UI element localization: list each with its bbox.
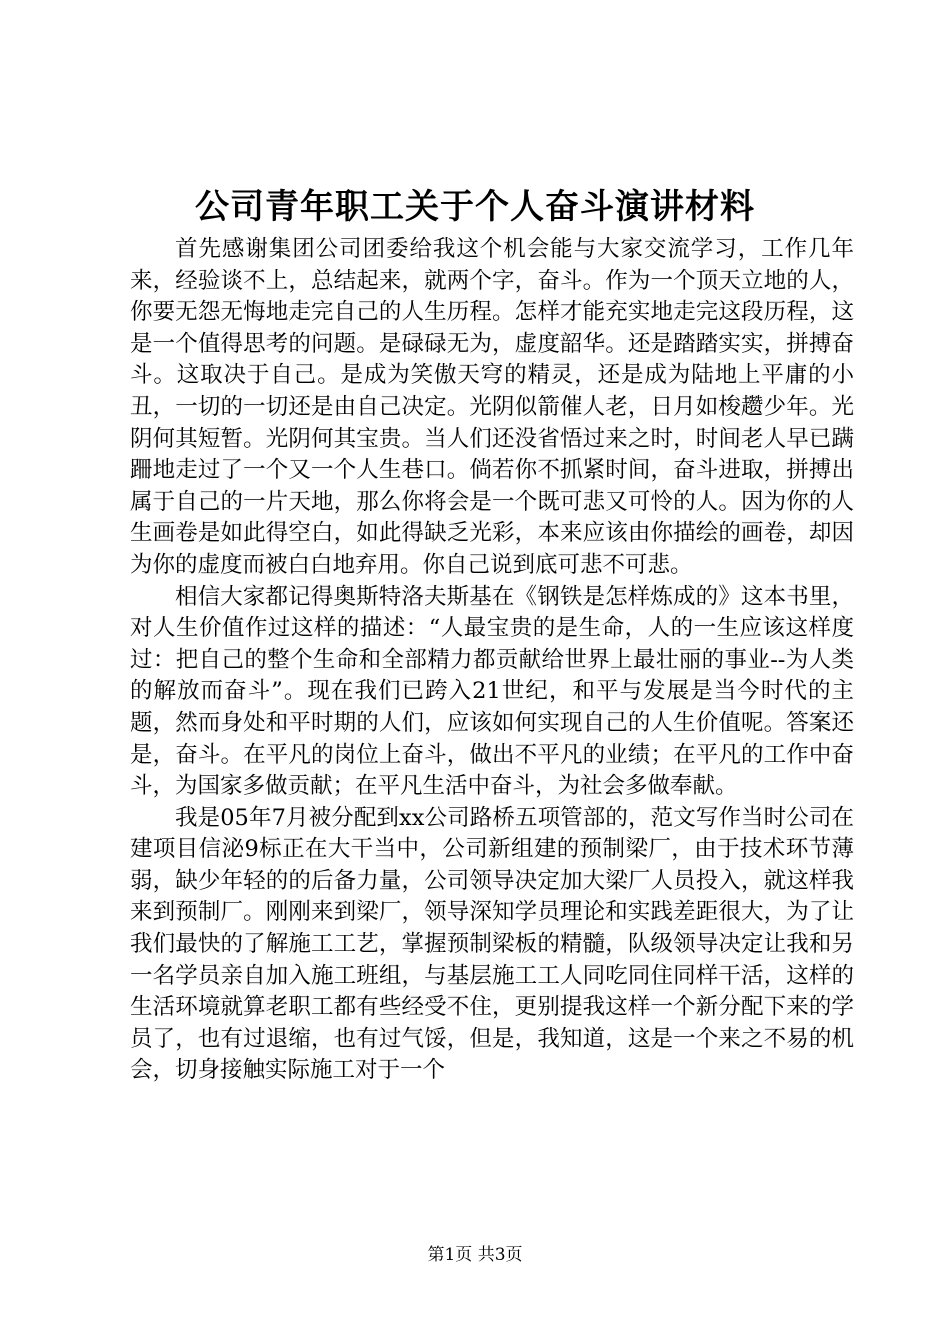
paragraph-2: 相信大家都记得奥斯特洛夫斯基在《钢铁是怎样炼成的》这本书里，对人生价值作过这样的描述：“人最宝贵的是生命，人的一生应该这样度过：把自己的整个生命和全部精力都贡献给世界上最壮丽的事业--为人类的解放而奋斗”。现在我们已跨入21世纪，和平与发展是当今时代的主题，然而身处和平时期的人们，应该如何实现自己的人生价值呢。答案还是，奋斗。在平凡的岗位上奋斗，做出不平凡的业绩；在平凡的工作中奋斗，为国家多做贡献；在平凡生活中奋斗，为社会多做奉献。 (130, 583, 854, 800)
paragraph-1: 首先感谢集团公司团委给我这个机会能与大家交流学习，工作几年来，经验谈不上，总结起来，就两个字，奋斗。作为一个顶天立地的人，你要无怨无悔地走完自己的人生历程。怎样才能充实地走完这段历程，这是一个值得思考的问题。是碌碌无为，虚度韶华。还是踏踏实实，拼搏奋斗。这取决于自己。是成为笑傲天穹的精灵，还是成为陆地上平庸的小丑，一切的一切还是由自己决定。光阴似箭催人老，日月如梭趱少年。光阴何其短暂。光阴何其宝贵。当人们还没省悟过来之时，时间老人早已蹒跚地走过了一个又一个人生巷口。倘若你不抓紧时间，奋斗进取，拼搏出属于自己的一片天地，那么你将会是一个既可悲又可怜的人。因为你的人生画卷是如此得空白，如此得缺乏光彩，本来应该由你描绘的画卷，却因为你的虚度而被白白地弃用。你自己说到底可悲不可悲。 (130, 236, 854, 578)
document-title: 公司青年职工关于个人奋斗演讲材料 (195, 187, 755, 227)
paragraph-3: 我是05年7月被分配到xx公司路桥五项管部的，范文写作当时公司在建项目信泌9标正在大干当中，公司新组建的预制梁厂，由于技术环节薄弱，缺少年轻的的后备力量，公司领导决定加大梁厂人员投入，就这样我来到预制厂。刚刚来到梁厂，领导深知学员理论和实践差距很大，为了让我们最快的了解施工工艺，掌握预制梁板的精髓，队级领导决定让我和另一名学员亲自加入施工班组，与基层施工工人同吃同住同样干活，这样的生活环境就算老职工都有些经受不住，更别提我这样一个新分配下来的学员了，也有过退缩，也有过气馁，但是，我知道，这是一个来之不易的机会，切身接触实际施工对于一个 (130, 804, 854, 1084)
document-body (130, 234, 854, 1087)
page-number-footer: 第1页 共3页 (427, 1245, 523, 1265)
